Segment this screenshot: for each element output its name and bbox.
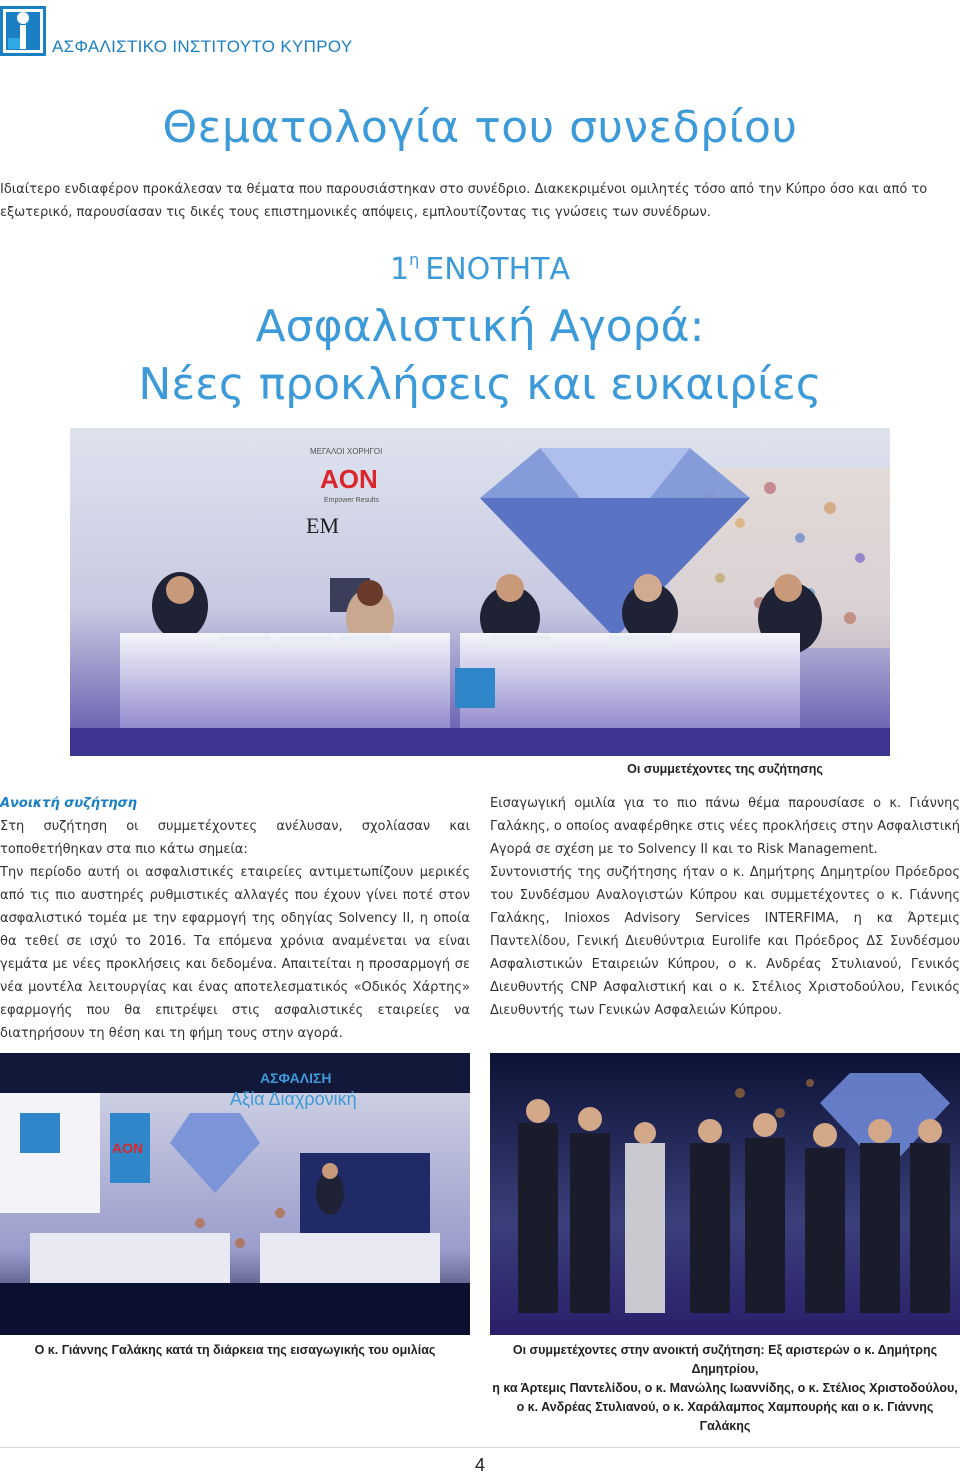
left-column bbox=[0, 792, 470, 1045]
sponsor-heading: ΜΕΓΑΛΟΙ ΧΟΡΗΓΟΙ bbox=[310, 447, 383, 456]
panel-discussion-photo bbox=[70, 428, 890, 756]
section-number: 1 bbox=[390, 252, 410, 287]
stage-sponsor-aon: AON bbox=[112, 1140, 144, 1156]
caption-bottom-right-line2: η κα Άρτεμις Παντελίδου, ο κ. Μανώλης Ιωαννίδης, ο κ. Στέλιος Χριστοδούλου, bbox=[492, 1381, 958, 1395]
right-column-p2: Συντονιστής της συζήτησης ήταν ο κ. Δημήτρης Δημητρίου Πρόεδρος του Συνδέσμου Αναλογιστών Κύπρου και συμμετέχοντες ο κ. Γιάννης Γαλάκης, Inioxos Advisory Services INTERFIMA, η κα Άρτεμις Παντελίδου, Γενική Διευθύντρια Eurolife και Πρόεδρος ΔΣ Συνδέσμου Ασφαλιστικών Εταιρειών Κύπρου, ο κ. Ανδρέας Στυλιανού, Γενικός Διευθυντής CNP Ασφαλιστική και ο κ. Στέλιος Χριστοδούλου, Γενικός Διευθυντής των Γενικών Ασφαλειών Κύπρου. bbox=[490, 865, 960, 1018]
left-column-p2: Την περίοδο αυτή οι ασφαλιστικές εταιρείες αντιμετωπίζουν μερικές από τις πιο αυστηρές ρυθμιστικές αλλαγές που έχουν γίνει ποτέ στον ασφαλιστικό τομέα με την εφαρμογή της οδηγίας Solvency II, η οποία θα τεθεί σε ισχύ το 2016. Τα επόμενα χρόνια αναμένεται να είναι γεμάτα με νέες προκλήσεις και δεδομένα. Απαιτείται η προσαρμογή σε νέα μοντέλα λειτουργίας και ένας αποτελεσματικός «Οδικός Χάρτης» εφαρμογής που θα επιτρέψει στις ασφαλιστικές εταιρείες να διατηρήσουν τη θέση και τη φήμη τους στην αγορά. bbox=[0, 865, 470, 1041]
left-column-heading: Ανοικτή συζήτηση bbox=[0, 796, 137, 811]
institute-logo-icon bbox=[0, 0, 46, 56]
participants-group-photo bbox=[490, 1053, 960, 1335]
page-title: Θεματολογία του συνεδρίου bbox=[162, 102, 798, 153]
caption-bottom-right-line1: Οι συμμετέχοντες στην ανοικτή συζήτηση: Εξ αριστερών ο κ. Δημήτρης Δημητρίου, bbox=[512, 1343, 938, 1376]
section-label bbox=[0, 250, 960, 287]
caption-main-photo: Οι συμμετέχοντες της συζήτησης bbox=[627, 762, 823, 776]
caption-bottom-right bbox=[490, 1341, 960, 1436]
sponsor-aon-tag: Empower Results bbox=[324, 497, 379, 504]
caption-bottom-right-line3: ο κ. Ανδρέας Στυλιανού, ο κ. Χαράλαμπος Χαμπουρής και ο κ. Γιάννης Γαλάκης bbox=[516, 1400, 934, 1433]
speaker-stage-photo bbox=[0, 1053, 470, 1335]
section-superscript: η bbox=[409, 250, 420, 269]
footer-rule bbox=[0, 1447, 960, 1448]
left-column-p1: Στη συζήτηση οι συμμετέχοντες ανέλυσαν, σχολίασαν και τοποθετήθηκαν στα πιο κάτω σημεία: bbox=[0, 819, 470, 857]
right-column-p1: Εισαγωγική ομιλία για το πιο πάνω θέμα παρουσίασε ο κ. Γιάννης Γαλάκης, ο οποίος αναφέρθηκε στις νέες προκλήσεις στην Ασφαλιστική Αγορά σε σχέση με το Solvency II και το Risk Management. bbox=[490, 796, 960, 857]
section-title-line2: Νέες προκλήσεις και ευκαιρίες bbox=[138, 359, 822, 410]
sponsor-em: ΕΜ bbox=[306, 513, 339, 538]
right-column bbox=[490, 792, 960, 1022]
page-number: 4 bbox=[474, 1455, 485, 1475]
stage-banner-title-2: Αξία Διαχρονική bbox=[230, 1089, 357, 1109]
stage-banner-title-1: ΑΣΦΑΛΙΣΗ bbox=[260, 1070, 332, 1086]
caption-bottom-left: Ο κ. Γιάννης Γαλάκης κατά τη διάρκεια της εισαγωγικής του ομιλίας bbox=[34, 1343, 436, 1357]
sponsor-aon: AON bbox=[320, 464, 378, 494]
section-label-text: ΕΝΟΤΗΤΑ bbox=[425, 252, 570, 287]
org-name: ΑΣΦΑΛΙΣΤΙΚΟ ΙΝΣΤΙΤΟΥΤΟ ΚΥΠΡΟΥ bbox=[52, 37, 353, 56]
intro-paragraph: Ιδιαίτερο ενδιαφέρον προκάλεσαν τα θέματα που παρουσιάστηκαν στο συνέδριο. Διακεκριμένοι ομιλητές τόσο από την Κύπρο όσο και από το εξωτερικό, παρουσίασαν τις δικές τους επιστημονικές απόψεις, εμπλουτίζοντας τις γνώσεις των συνέδρων. bbox=[0, 182, 928, 220]
section-title-line1: Ασφαλιστική Αγορά: bbox=[255, 301, 705, 352]
section-title bbox=[0, 298, 960, 414]
